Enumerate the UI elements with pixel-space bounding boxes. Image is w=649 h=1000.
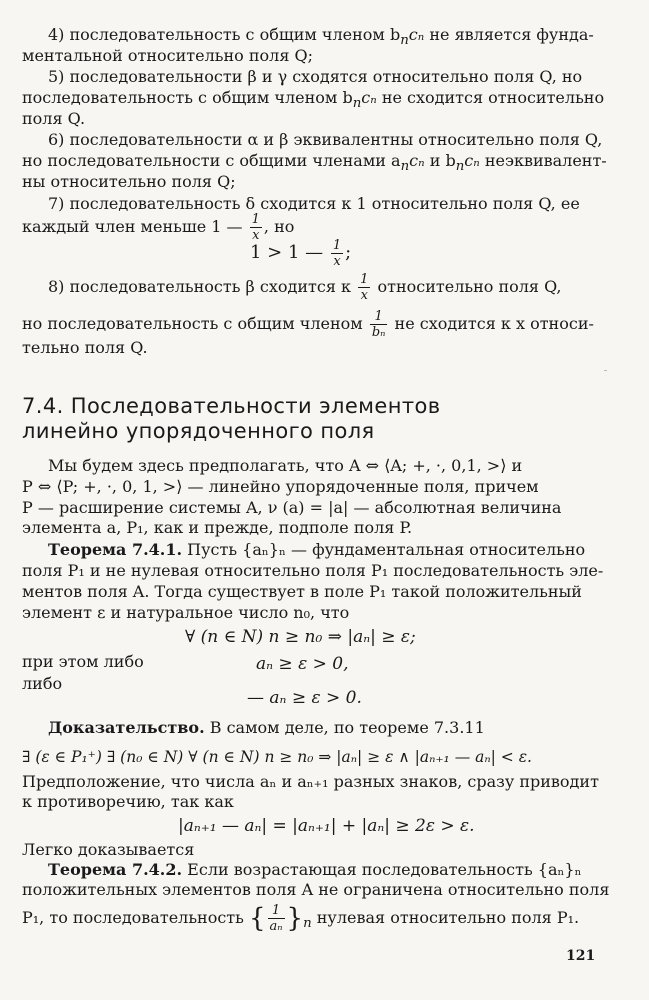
section-heading xyxy=(22,394,582,444)
fraction-1-over-x-formula: $\frac{1}{x}$ xyxy=(332,237,342,269)
item-8-line-2: но последовательность с общим членом $\frac{1}{\text{bₙ}}$ не сходится к x относи- xyxy=(22,309,594,340)
easy-line: Легко доказывается xyxy=(22,840,195,859)
theorem-742-line-1: Теорема 7.4.2. Если возрастающая последовательность {aₙ}ₙ xyxy=(48,860,582,879)
theorem-741-line-1: Теорема 7.4.1. Пусть {aₙ}ₙ — фундаментальная относительно xyxy=(48,540,586,559)
section-title-line-1: 7.4. Последовательности элементов xyxy=(22,394,441,418)
intro-line-2: P ⇔ ⟨P; +, ·, 0, 1, >⟩ — линейно упорядоченные поля, причем xyxy=(22,477,539,496)
assumption-line-1: Предположение, что числа aₙ и aₙ₊₁ разных знаков, сразу приводит xyxy=(22,772,599,791)
theorem-741-line-2: поля P₁ и не нулевая относительно поля P₁ последовательность эле- xyxy=(22,561,604,580)
item-6-line-1: 6) последовательности α и β эквивалентны относительно поля Q, xyxy=(48,130,603,149)
theorem-741-label: Теорема 7.4.1. xyxy=(48,540,183,559)
theorem-741-line-4: элемент ε и натуральное число n₀, что xyxy=(22,603,350,622)
assumption-line-2: к противоречию, так как xyxy=(22,792,234,811)
formula-4: ∃ (ε ∈ P₁⁺) ∃ (n₀ ∈ N) ∀ (n ∈ N) n ≥ n₀ ⇒ |aₙ| ≥ ε ∧ |aₙ₊₁ — aₙ| < ε. xyxy=(22,748,532,766)
item-7-line-2: каждый член меньше 1 — $\frac{1}{x}$ , но xyxy=(22,212,295,243)
item-4-line-2: ментальной относительно поля Q; xyxy=(22,46,314,65)
intro-line-4: элемента a, P₁, как и прежде, подполе поля P. xyxy=(22,518,413,537)
item-6-line-2: но последовательности с общими членами $a_nc_n$ и $b_nc_n$ неэквивалент- xyxy=(22,151,607,175)
formula-5: |aₙ₊₁ — aₙ| = |aₙ₊₁| + |aₙ| ≥ 2ε > ε. xyxy=(178,816,475,836)
formula-3: — aₙ ≥ ε > 0. xyxy=(247,688,362,708)
formula-1: ∀ (n ∈ N) n ≥ n₀ ⇒ |aₙ| ≥ ε; xyxy=(185,627,416,647)
fraction-1-over-x-item8: $\frac{1}{x}$ xyxy=(360,272,369,303)
section-title-line-2: линейно упорядоченного поля xyxy=(22,419,375,443)
fraction-1-over-bn: $\frac{1}{\text{bₙ}}$ xyxy=(371,309,386,340)
theorem-742-line-3: P₁, то последовательность { $\frac{1}{\text{aₙ}}$ }$_n$ нулевая относительно поля P₁. xyxy=(22,903,580,934)
formula-2: aₙ ≥ ε > 0, xyxy=(256,654,349,674)
item-6-line-3: ны относительно поля Q; xyxy=(22,172,236,191)
fraction-1-over-x: $\frac{1}{x}$ xyxy=(251,212,260,243)
intro-line-1: Мы будем здесь предполагать, что A ⇔ ⟨A; +, ·, 0,1, >⟩ и xyxy=(48,456,523,475)
item-5-line-2: последовательность с общим членом $b_nc_n$ не сходится относительно xyxy=(22,88,605,112)
either-text: при этом либо xyxy=(22,652,144,671)
proof-line: Доказательство. В самом деле, по теореме 7.3.11 xyxy=(48,718,485,737)
item-5-line-1: 5) последовательности β и γ сходятся относительно поля Q, но xyxy=(48,67,583,86)
page-number: 121 xyxy=(566,948,596,964)
item-7-line-1: 7) последовательность δ сходится к 1 относительно поля Q, ее xyxy=(48,194,580,213)
theorem-742-line-2: положительных элементов поля A не ограничена относительно поля xyxy=(22,880,610,899)
item-4-line-1: 4) последовательность с общим членом $b_nc_n$ не является фунда- xyxy=(48,25,594,49)
item-5-line-3: поля Q. xyxy=(22,109,86,128)
item-7-formula: 1 > 1 — $\frac{1}{x}$ ; xyxy=(250,237,352,269)
fraction-1-over-an: $\frac{1}{\text{aₙ}}$ xyxy=(269,903,283,934)
item-8-line-1: 8) последовательность β сходится к $\frac{1}{x}$ относительно поля Q, xyxy=(48,272,562,303)
theorem-741-line-3: ментов поля A. Тогда существует в поле P₁ такой положительный xyxy=(22,582,582,601)
intro-line-3: P — расширение системы A, ν (a) = |a| — абсолютная величина xyxy=(22,498,562,517)
item-8-line-3: тельно поля Q. xyxy=(22,338,148,357)
proof-label: Доказательство. xyxy=(48,718,205,737)
theorem-742-label: Теорема 7.4.2. xyxy=(48,860,183,879)
scan-speck xyxy=(604,370,607,371)
or-text: либо xyxy=(22,674,63,693)
